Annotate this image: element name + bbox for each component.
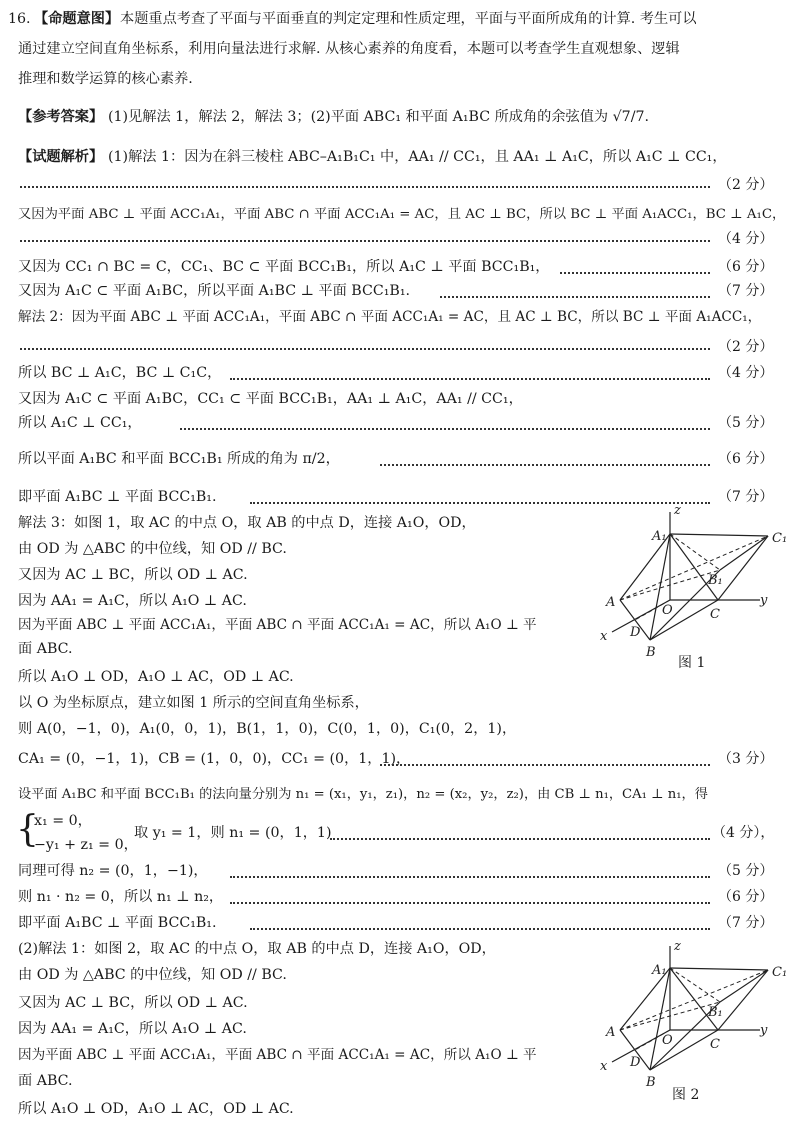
sol2-line-2: 所以 BC ⊥ A₁C，BC ⊥ C₁C， xyxy=(18,365,222,381)
sol2-line-1: 解法 2：因为平面 ABC ⊥ 平面 ACC₁A₁，平面 ABC ∩ 平面 ACC₁A₁ = AC，且 AC ⊥ BC，所以 BC ⊥ 平面 A₁ACC₁， xyxy=(18,309,762,325)
leader-dots xyxy=(180,414,710,430)
sol1-line-4: 又因为 A₁C ⊂ 平面 A₁BC，所以平面 A₁BC ⊥ 平面 BCC₁B₁. xyxy=(18,283,411,299)
score-points: （2 分） xyxy=(718,339,774,355)
figure-1-caption: 图 1 xyxy=(678,655,706,671)
vertex-label: B xyxy=(646,1075,656,1090)
leader-dots xyxy=(20,334,710,350)
axis-label-y: y xyxy=(760,1023,768,1038)
sol3-line-9: 则 A(0，−1，0)，A₁(0，0，1)，B(1，1，0)，C(0，1，0)，C₁(0，2，1)， xyxy=(18,721,517,737)
leader-dots xyxy=(230,862,710,878)
sol3-line-1: 解法 3：如图 1，取 AC 的中点 O，取 AB 的中点 D，连接 A₁O，OD， xyxy=(18,515,476,531)
sol3-line-3: 又因为 AC ⊥ BC，所以 OD ⊥ AC. xyxy=(18,567,248,583)
sol3-line-7: 所以 A₁O ⊥ OD，A₁O ⊥ AC，OD ⊥ AC. xyxy=(18,669,294,685)
sol3-line-4: 因为 AA₁ = A₁C，所以 A₁O ⊥ AC. xyxy=(18,593,247,609)
sol3-line-12: 取 y₁ = 1，则 n₁ = (0，1，1) xyxy=(134,825,332,841)
sol2-line-4: 所以 A₁C ⊥ CC₁， xyxy=(18,415,142,431)
sol3-line-6: 面 ABC. xyxy=(18,641,73,657)
vertex-label: B₁ xyxy=(708,573,723,588)
score-points: （4 分）， xyxy=(712,825,775,841)
vertex-label: A xyxy=(606,1025,616,1040)
sol3-line-10: CA₁ = (0，−1，1)，CB = (1，0，0)，CC₁ = (0，1，1)， xyxy=(18,751,411,767)
intent-line-3: 推理和数学运算的核心素养. xyxy=(18,71,193,87)
leader-dots xyxy=(380,750,710,766)
leader-dots xyxy=(330,824,710,840)
leader-dots xyxy=(20,172,710,188)
sol3-line-2: 由 OD 为 △ABC 的中位线，知 OD // BC. xyxy=(18,541,287,557)
score-points: （4 分） xyxy=(718,231,774,247)
sol3-line-14: 则 n₁ · n₂ = 0，所以 n₁ ⊥ n₂， xyxy=(18,889,224,905)
sol2-line-3: 又因为 A₁C ⊂ 平面 A₁BC，CC₁ ⊂ 平面 BCC₁B₁，AA₁ ⊥ A₁C，AA₁ // CC₁， xyxy=(18,391,523,407)
sol1-line-1: (1)解法 1：因为在斜三棱柱 ABC–A₁B₁C₁ 中，AA₁ // CC₁，且 AA₁ ⊥ A₁C，所以 A₁C ⊥ CC₁， xyxy=(108,149,727,165)
score-points: （7 分） xyxy=(718,283,774,299)
answer-text: (1)见解法 1，解法 2，解法 3；(2)平面 ABC₁ 和平面 A₁BC 所成角的余弦值为 √7/7. xyxy=(108,109,650,125)
sol3-line-15: 即平面 A₁BC ⊥ 平面 BCC₁B₁. xyxy=(18,915,217,931)
part2-line-6: 面 ABC. xyxy=(18,1073,73,1089)
answer-tag: 【参考答案】 xyxy=(18,109,104,125)
leader-dots xyxy=(230,364,710,380)
problem-number: 16. xyxy=(8,11,31,27)
score-points: （7 分） xyxy=(718,489,774,505)
axis-label-z: z xyxy=(674,503,681,518)
vertex-label: B xyxy=(646,645,656,660)
leader-dots xyxy=(560,258,710,274)
score-points: （7 分） xyxy=(718,915,774,931)
part2-line-7: 所以 A₁O ⊥ OD，A₁O ⊥ AC，OD ⊥ AC. xyxy=(18,1101,294,1117)
vertex-label: B₁ xyxy=(708,1005,723,1020)
vertex-label: D xyxy=(630,625,641,640)
leader-dots xyxy=(250,914,710,930)
part2-line-5: 因为平面 ABC ⊥ 平面 ACC₁A₁，平面 ABC ∩ 平面 ACC₁A₁ = AC，所以 A₁O ⊥ 平 xyxy=(18,1047,537,1063)
leader-dots xyxy=(380,450,710,466)
vertex-label: C₁ xyxy=(772,965,788,980)
part2-line-4: 因为 AA₁ = A₁C，所以 A₁O ⊥ AC. xyxy=(18,1021,247,1037)
sol2-line-5: 所以平面 A₁BC 和平面 BCC₁B₁ 所成的角为 π/2， xyxy=(18,451,340,467)
equation-system-2: −y₁ + z₁ = 0， xyxy=(34,837,138,853)
score-points: （4 分） xyxy=(718,365,774,381)
brace: { xyxy=(16,809,39,850)
vertex-label: C₁ xyxy=(772,531,788,546)
figure-2-caption: 图 2 xyxy=(672,1087,700,1103)
score-points: （5 分） xyxy=(718,863,774,879)
intent-line-1: 本题重点考查了平面与平面垂直的判定定理和性质定理，平面与平面所成角的计算. 考生可以 xyxy=(120,11,697,27)
equation-system-1: x₁ = 0， xyxy=(34,813,92,829)
sol3-line-13: 同理可得 n₂ = (0，1，−1)， xyxy=(18,863,208,879)
axis-label-z: z xyxy=(674,940,681,954)
analysis-tag: 【试题解析】 xyxy=(18,149,104,165)
part2-line-2: 由 OD 为 △ABC 的中位线，知 OD // BC. xyxy=(18,967,287,983)
vertex-label: D xyxy=(630,1055,641,1070)
figure-2-prism xyxy=(600,940,800,1100)
intent-line-2: 通过建立空间直角坐标系，利用向量法进行求解. 从核心素养的角度看，本题可以考查学生直观想象、逻辑 xyxy=(18,41,680,57)
leader-dots xyxy=(20,226,710,242)
sol3-line-8: 以 O 为坐标原点，建立如图 1 所示的空间直角坐标系， xyxy=(18,695,369,711)
score-points: （5 分） xyxy=(718,415,774,431)
axis-label-y: y xyxy=(760,593,768,608)
axis-label-x: x xyxy=(600,1059,608,1074)
sol2-line-6: 即平面 A₁BC ⊥ 平面 BCC₁B₁. xyxy=(18,489,217,505)
score-points: （3 分） xyxy=(718,751,774,767)
score-points: （6 分） xyxy=(718,451,774,467)
vertex-label: O xyxy=(662,1033,673,1048)
sol3-line-5: 因为平面 ABC ⊥ 平面 ACC₁A₁，平面 ABC ∩ 平面 ACC₁A₁ = AC，所以 A₁O ⊥ 平 xyxy=(18,617,537,633)
vertex-label: A xyxy=(606,595,616,610)
score-points: （6 分） xyxy=(718,259,774,275)
leader-dots xyxy=(230,888,710,904)
score-points: （6 分） xyxy=(718,889,774,905)
leader-dots xyxy=(440,282,710,298)
intent-tag: 【命题意图】 xyxy=(34,11,120,27)
sol1-line-2: 又因为平面 ABC ⊥ 平面 ACC₁A₁，平面 ABC ∩ 平面 ACC₁A₁ = AC，且 AC ⊥ BC，所以 BC ⊥ 平面 A₁ACC₁，BC ⊥ A₁C， xyxy=(18,207,786,222)
vertex-label: O xyxy=(662,603,673,618)
vertex-label: C xyxy=(710,1037,720,1052)
part2-line-1: (2)解法 1：如图 2，取 AC 的中点 O，取 AB 的中点 D，连接 A₁O，OD， xyxy=(18,941,496,957)
vertex-label: A₁ xyxy=(652,963,667,978)
axis-label-x: x xyxy=(600,629,608,644)
sol1-line-3: 又因为 CC₁ ∩ BC = C，CC₁、BC ⊂ 平面 BCC₁B₁，所以 A₁C ⊥ 平面 BCC₁B₁， xyxy=(18,259,550,275)
part2-line-3: 又因为 AC ⊥ BC，所以 OD ⊥ AC. xyxy=(18,995,248,1011)
score-points: （2 分） xyxy=(718,177,774,193)
sol3-line-11: 设平面 A₁BC 和平面 BCC₁B₁ 的法向量分别为 n₁ = (x₁，y₁，z₁)，n₂ = (x₂，y₂，z₂)，由 CB ⊥ n₁，CA₁ ⊥ n₁，得 xyxy=(18,787,708,802)
vertex-label: A₁ xyxy=(652,529,667,544)
vertex-label: C xyxy=(710,607,720,622)
